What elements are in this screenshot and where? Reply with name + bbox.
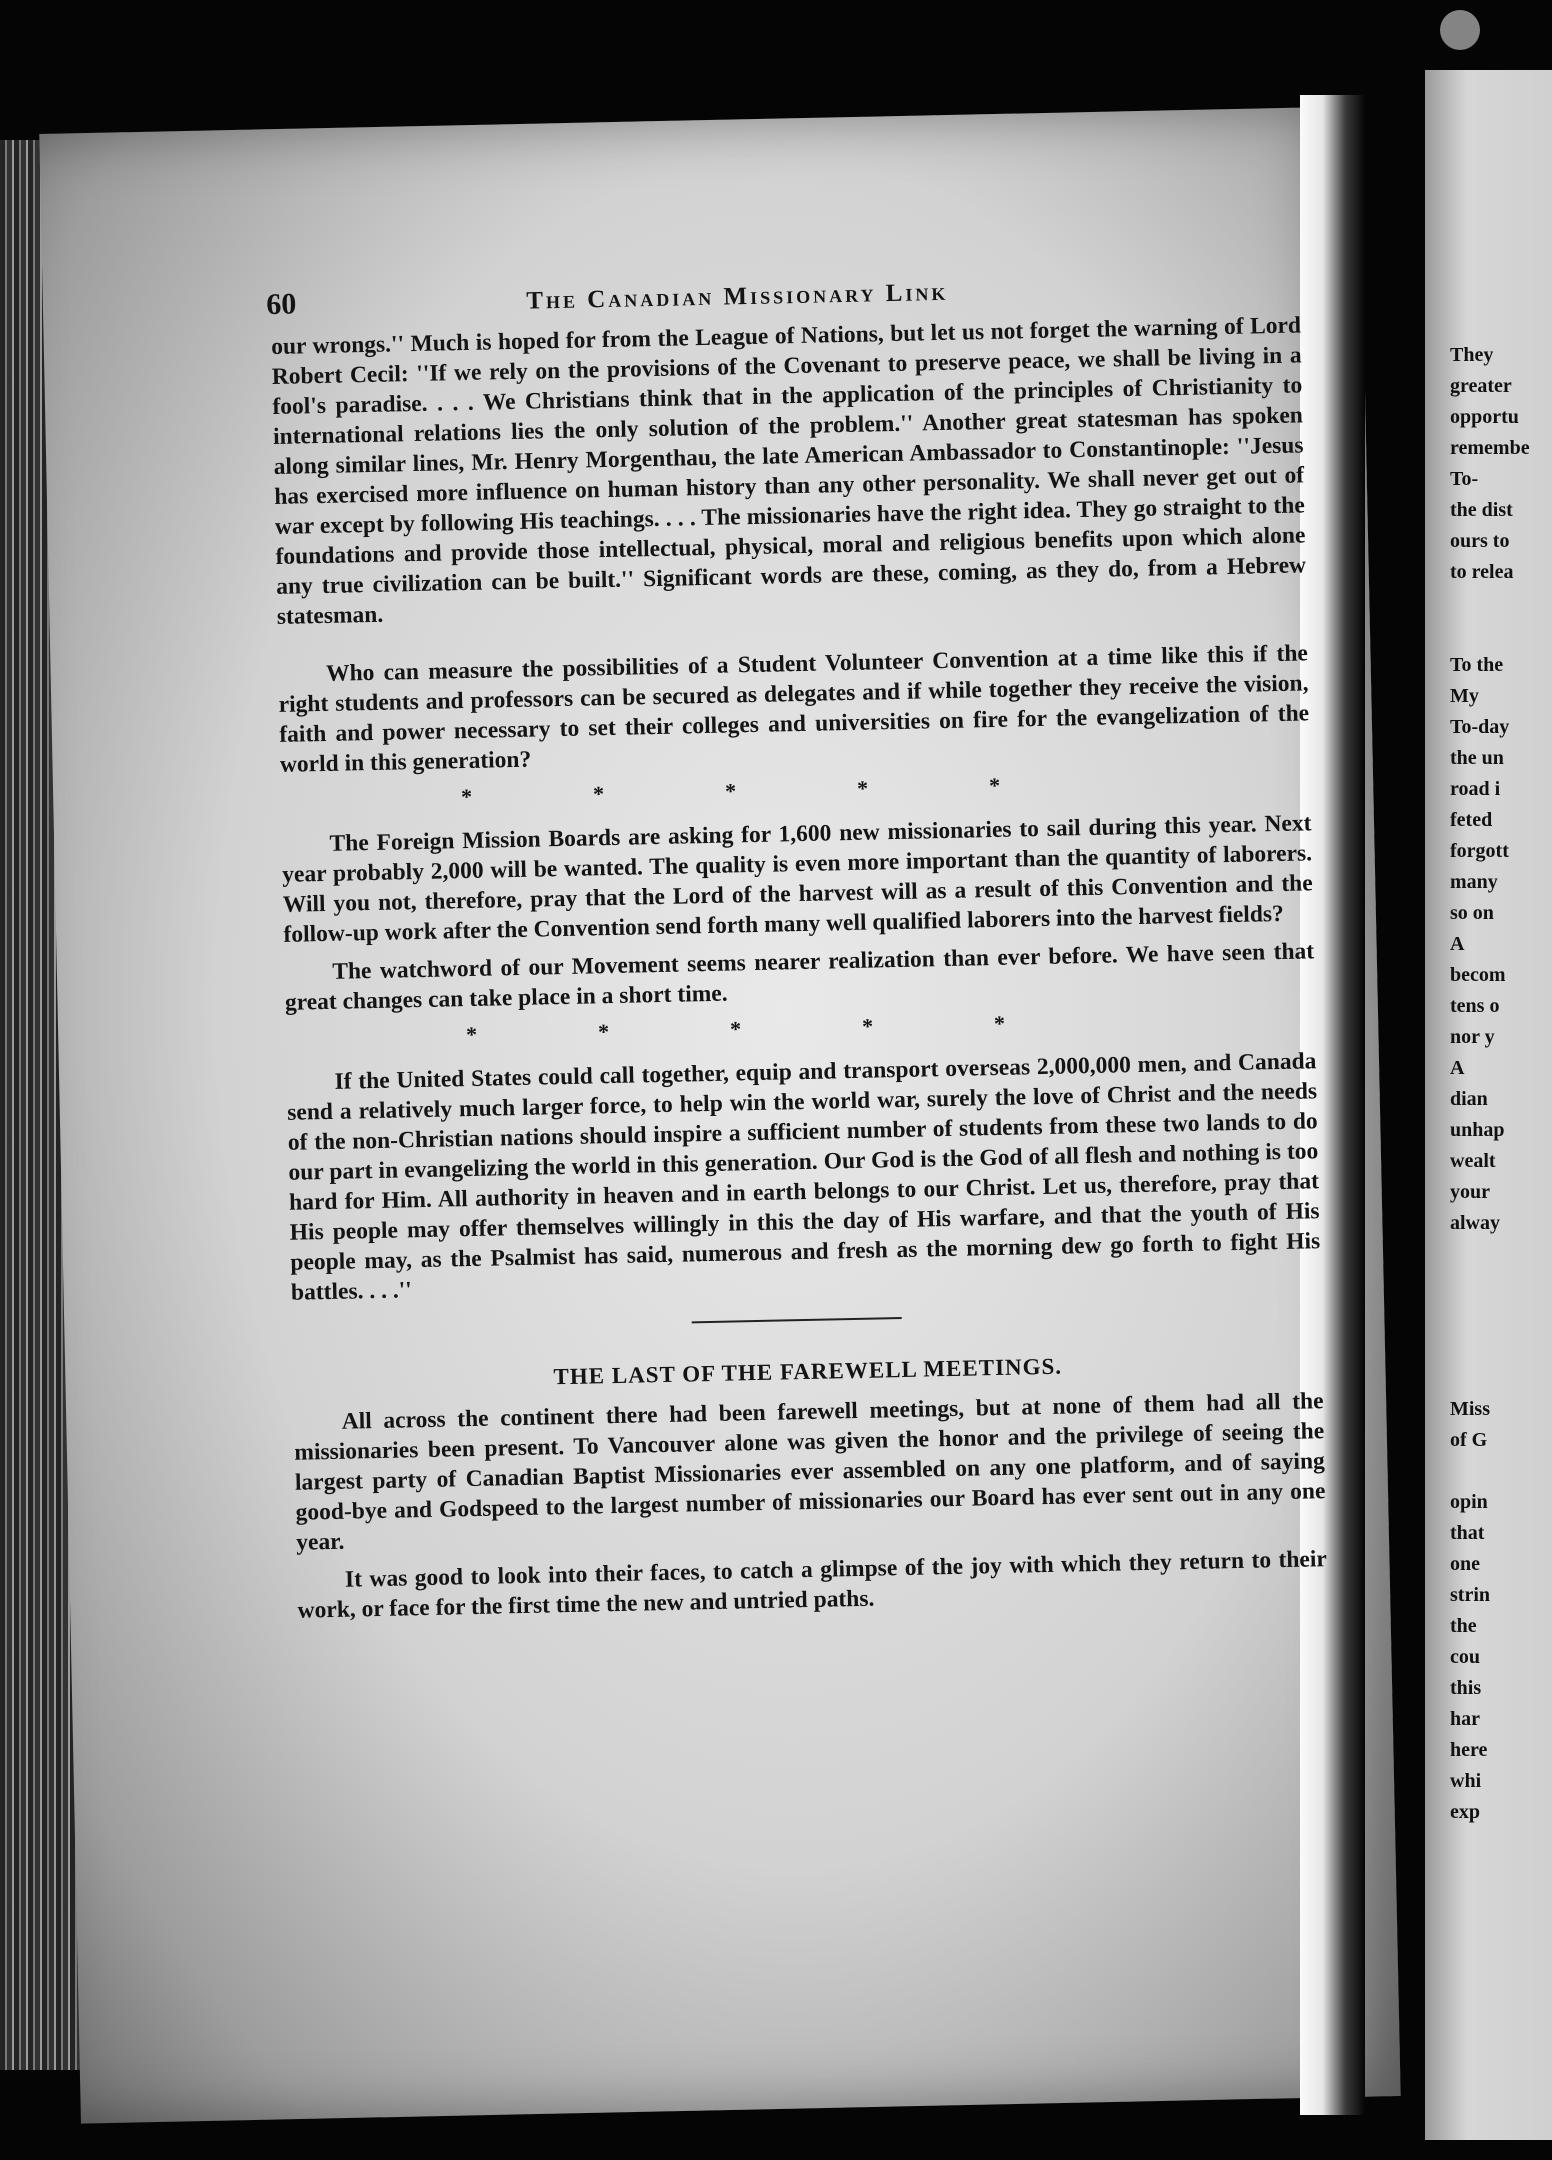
right-page-fragment: of G [1450,1429,1488,1451]
right-page-fragment: unhap [1450,1119,1505,1141]
section-title: THE LAST OF THE FAREWELL MEETINGS. [553,1353,1063,1390]
separator-star: * [597,1019,610,1045]
right-page-fragment [1450,1239,1552,1270]
right-page-fragments [1450,340,1552,1828]
right-page-fragment: the [1450,1615,1477,1637]
right-page-fragment: feted [1450,809,1493,831]
page-number: 60 [265,287,297,322]
paragraph: The Foreign Mission Boards are asking for 1,600 new missionaries to sail during this year. Next year probably 2,000 will be wanted. The quality is even more important than the quantity of laborers. Will you not, therefore, pray that the Lord of the harvest will as a result of this Convention and the follow-up work after the Convention send forth many well qualified laborers into the harvest fields? [281,810,1313,948]
separator-star: * [861,1013,874,1039]
right-page-fragment: alway [1450,1212,1500,1234]
right-page-fragment: your [1450,1181,1490,1203]
right-page-fragment: dian [1450,1088,1488,1110]
separator-star: * [729,1016,742,1042]
right-page-fragment: one [1450,1553,1480,1575]
right-page-fragment: A [1450,1057,1465,1079]
right-page-fragment: here [1450,1739,1488,1761]
horizontal-rule [692,1317,902,1323]
right-page-fragment: To-day [1450,716,1510,738]
right-page-fragment: to relea [1450,561,1514,583]
right-page-fragment: nor y [1450,1026,1495,1048]
right-page-fragment: wealt [1450,1150,1496,1172]
right-page-fragment: exp [1450,1801,1480,1823]
separator-star: * [856,775,869,801]
right-page-fragment: road i [1450,778,1501,800]
paragraph: All across the continent there had been farewell meetings, but at none of them had all the missionaries been present. To Vancouver alone was given the honor and the privilege of seeing the largest party of Canadian Baptist Missionaries ever assembled on any one platform, and of saying good-bye and Godspeed to the largest number of missionaries our Board has ever sent out in any one year. [294,1388,1326,1556]
paragraph: The watchword of our Movement seems nearer realization than ever before. We have seen that great changes can take place in a short time. [284,938,1315,1016]
right-page-fragment: To- [1450,468,1479,490]
right-page-fragment [1450,1363,1552,1394]
right-page-fragment: strin [1450,1584,1490,1606]
right-page-fragment: many [1450,871,1498,893]
right-page-fragment: opin [1450,1491,1488,1513]
right-page-fragment: Miss [1450,1398,1490,1420]
paragraph: Who can measure the possibilities of a Student Volunteer Convention at a time like this if the right students and professors can be secured as delegates and if while together they receive the vision, faith and power necessary to set their colleges and universities on fire for the evangelization of the world in this generation? [278,640,1310,778]
section-separator [400,770,1060,814]
right-page-fragment: They [1450,344,1494,366]
right-page-fragment: A [1450,933,1465,955]
right-page-fragment: greater [1450,375,1512,397]
separator-star: * [460,783,473,810]
right-page-fragment: the dist [1450,499,1513,521]
right-page-fragment: becom [1450,964,1506,986]
right-page-fragment [1450,1332,1552,1363]
right-page-fragment: that [1450,1522,1485,1544]
right-page-fragment: har [1450,1708,1480,1730]
separator-star: * [988,772,1001,799]
right-page-fragment [1450,588,1552,619]
right-page-fragment: opportu [1450,406,1519,428]
left-page-text [265,268,1328,1625]
running-head: The Canadian Missionary Link [526,278,949,315]
right-page-fragment: tens o [1450,995,1500,1017]
right-page-fragment: the un [1450,747,1504,769]
right-page-fragment: cou [1450,1646,1480,1668]
right-page-fragment: To the [1450,654,1504,676]
right-page-fragment: forgott [1450,840,1509,862]
binder-clip [1440,10,1480,50]
right-page-fragment [1450,1456,1552,1487]
right-page-fragment: whi [1450,1770,1482,1792]
right-page-fragment [1450,619,1552,650]
paragraph: It was good to look into their faces, to catch a glimpse of the joy with which they return to their work, or face for the first time the new and untried paths. [297,1546,1328,1624]
right-page-fragment: My [1450,685,1479,707]
section-separator [405,1008,1065,1052]
paragraph: our wrongs.'' Much is hoped for from the League of Nations, but let us not forget the warning of Lord Robert Cecil: ''If we rely on the provisions of the Covenant to preserve peace, we shall be living in a fool's paradise. . . . We Christians think that in the application of the principles of Christianity to international relations lies the only solution of the problem.'' Another great statesman has spoken along similar lines, Mr. Henry Morgenthau, the late American Ambassador to Constantinople: ''Jesus has exercised more influence on human history than any other personality. We shall never get out of war except by following His teachings. . . . The missionaries have the right idea. They go straight to the foundations and provide those intellectual, physical, moral and religious benefits upon which alone any true civilization can be built.'' Significant words are these, coming, as they do, from a Hebrew statesman. [270,312,1307,630]
separator-star: * [724,778,737,804]
right-page-fragment [1450,1301,1552,1332]
paragraph: If the United States could call together, equip and transport overseas 2,000,000 men, and Canada send a relatively much larger force, to help win the world war, surely the love of Christ and the needs of the non-Christian nations should inspire a sufficient number of students from these two lands to do our part in evangelizing the world in this generation. Our God is the God of all flesh and nothing is too hard for Him. All authority in heaven and in earth belongs to our Christ. Let us, therefore, pray that His people may offer themselves willingly in this the day of His warfare, and that the youth of His people may, as the Psalmist has said, numerous and fresh as the morning dew go forth to fight His battles. . . .'' [286,1048,1321,1306]
separator-star: * [465,1021,478,1048]
right-page-fragment: so on [1450,902,1494,924]
right-page-fragment: ours to [1450,530,1510,552]
separator-star: * [993,1010,1006,1036]
right-page-fragment: this [1450,1677,1482,1699]
right-page-fragment: remembe [1450,437,1530,459]
right-page-fragment [1450,1270,1552,1301]
separator-star: * [592,781,605,807]
